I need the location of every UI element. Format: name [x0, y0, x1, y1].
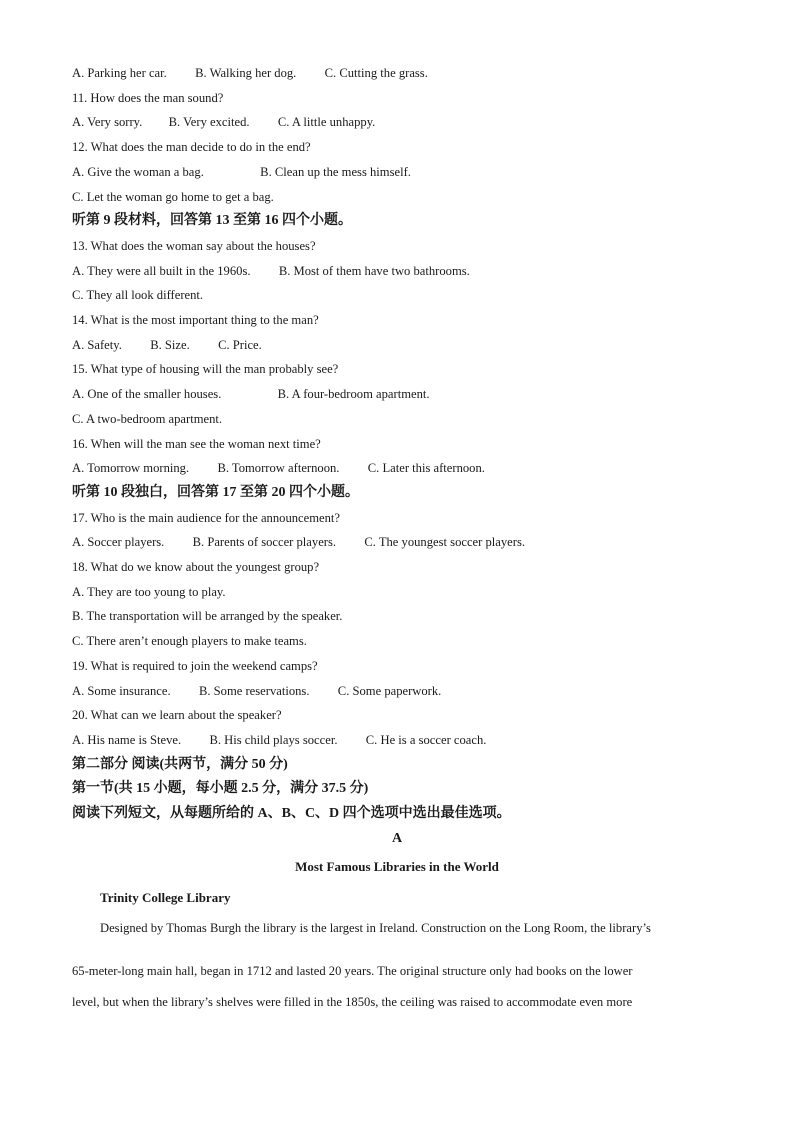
q18-option-c: C. There aren’t enough players to make teams. [72, 634, 307, 648]
section-one-title: 第一节(共 15 小题，每小题 2.5 分，满分 37.5 分) [72, 781, 369, 796]
option: C. The youngest soccer players. [364, 535, 525, 549]
paragraph-line: 65-meter-long main hall, began in 1712 and lasted 20 years. The original structure only had books on the lower [72, 964, 633, 978]
passage-title: Most Famous Libraries in the World [295, 859, 499, 874]
option: B. Very excited. [168, 115, 250, 129]
option: C. Some paperwork. [337, 684, 442, 698]
option: C. Price. [218, 338, 262, 352]
question-12: 12. What does the man decide to do in the end? [72, 140, 311, 154]
q15-options-row1 [72, 386, 430, 402]
q12-option-c: C. Let the woman go home to get a bag. [72, 190, 274, 204]
q20-options [72, 732, 486, 748]
option: A. Soccer players. [72, 535, 165, 549]
option: B. Clean up the mess himself. [260, 165, 411, 179]
reading-instruction: 阅读下列短文，从每题所给的 A、B、C、D 四个选项中选出最佳选项。 [72, 806, 511, 821]
option: C. Cutting the grass. [324, 66, 428, 80]
option: A. Very sorry. [72, 115, 143, 129]
option: A. One of the smaller houses. [72, 387, 222, 401]
q18-option-b: B. The transportation will be arranged by the speaker. [72, 609, 343, 623]
option: B. Parents of soccer players. [192, 535, 337, 549]
question-20: 20. What can we learn about the speaker? [72, 708, 282, 722]
option: A. They were all built in the 1960s. [72, 264, 251, 278]
q12-options-row1 [72, 164, 411, 180]
option: B. Size. [150, 338, 190, 352]
section-9-heading: 听第 9 段材料，回答第 13 至第 16 四个小题。 [72, 213, 352, 228]
option: A. Safety. [72, 338, 122, 352]
option: A. Parking her car. [72, 66, 167, 80]
option: A. His name is Steve. [72, 733, 182, 747]
question-16: 16. When will the man see the woman next time? [72, 437, 321, 451]
option: B. His child plays soccer. [209, 733, 338, 747]
question-18: 18. What do we know about the youngest group? [72, 560, 320, 574]
q16-options [72, 460, 485, 476]
q10-options [72, 65, 428, 81]
option: A. Tomorrow morning. [72, 461, 190, 475]
option: C. He is a soccer coach. [365, 733, 487, 747]
q15-option-c: C. A two-bedroom apartment. [72, 412, 223, 426]
question-14: 14. What is the most important thing to the man? [72, 313, 319, 327]
question-19: 19. What is required to join the weekend camps? [72, 659, 318, 673]
paragraph-line: Designed by Thomas Burgh the library is the largest in Ireland. Construction on the Long Room, the library’s [100, 921, 651, 935]
question-13: 13. What does the woman say about the houses? [72, 239, 316, 253]
option: B. A four-bedroom apartment. [277, 387, 430, 401]
q19-options [72, 683, 441, 699]
q11-options [72, 114, 375, 130]
part-two-title: 第二部分 阅读(共两节，满分 50 分) [72, 757, 288, 772]
q18-option-a: A. They are too young to play. [72, 585, 226, 599]
question-11: 11. How does the man sound? [72, 91, 224, 105]
option: B. Walking her dog. [195, 66, 297, 80]
q13-option-c: C. They all look different. [72, 288, 204, 302]
question-15: 15. What type of housing will the man probably see? [72, 362, 339, 376]
passage-letter: A [391, 831, 403, 846]
q14-options [72, 337, 262, 353]
option: B. Most of them have two bathrooms. [278, 264, 470, 278]
option: B. Tomorrow afternoon. [217, 461, 340, 475]
section-10-heading: 听第 10 段独白，回答第 17 至第 20 四个小题。 [72, 485, 359, 500]
question-17: 17. Who is the main audience for the announcement? [72, 511, 340, 525]
paragraph-line: level, but when the library’s shelves were filled in the 1850s, the ceiling was raised to accommodate even more [72, 995, 633, 1009]
q17-options [72, 534, 525, 550]
option: A. Give the woman a bag. [72, 165, 204, 179]
option: A. Some insurance. [72, 684, 171, 698]
q13-options-row1 [72, 263, 470, 279]
option: C. A little unhappy. [277, 115, 376, 129]
subheading: Trinity College Library [100, 890, 231, 905]
option: B. Some reservations. [198, 684, 310, 698]
option: C. Later this afternoon. [367, 461, 485, 475]
